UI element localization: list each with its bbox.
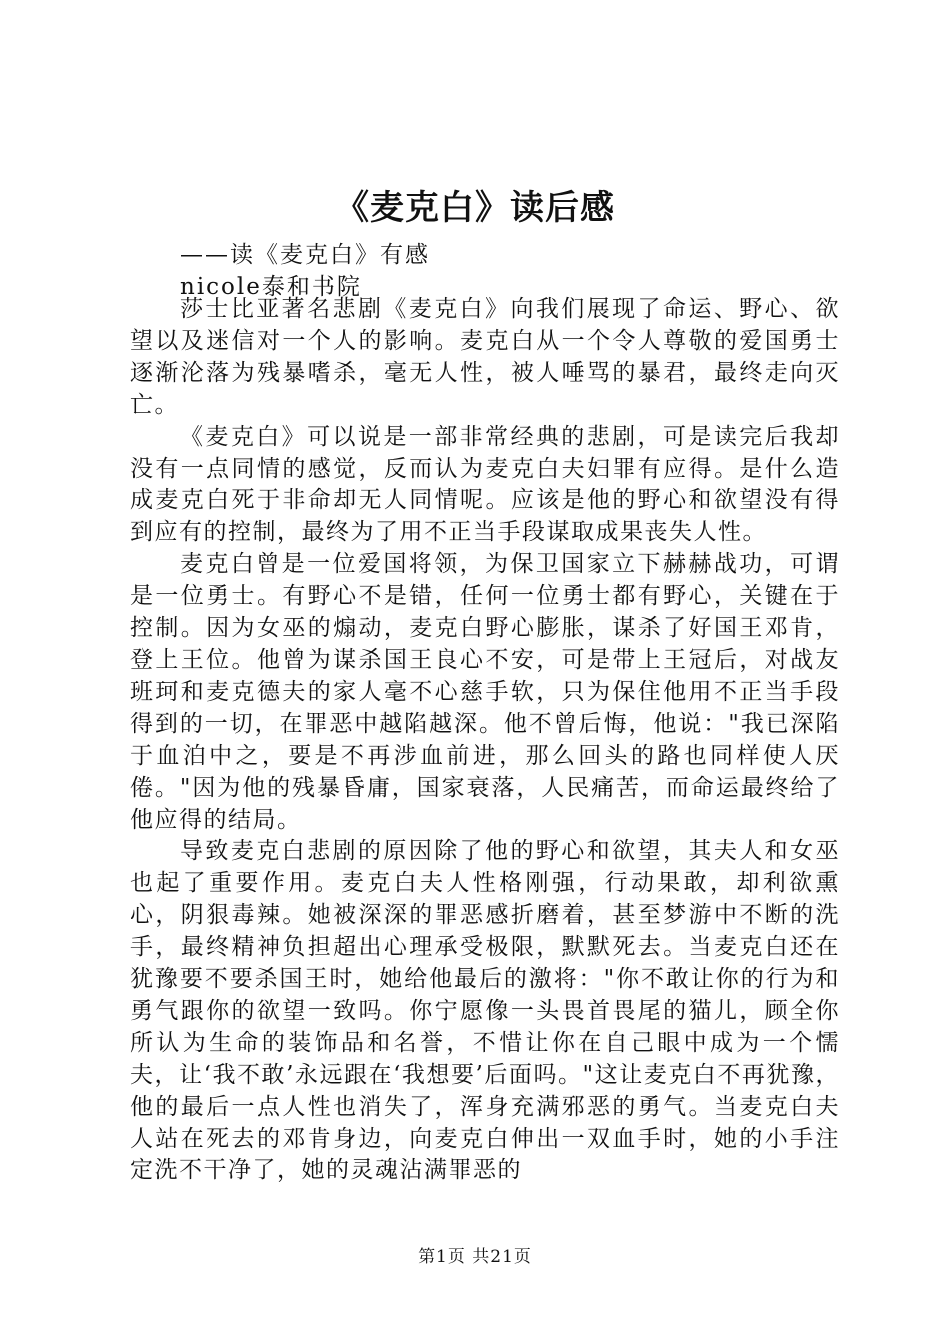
page-footer: 第1页 共21页 <box>418 1247 532 1267</box>
document-body <box>130 294 840 1187</box>
document-author: nicole泰和书院 <box>180 274 362 300</box>
body-paragraph: 麦克白曾是一位爱国将领，为保卫国家立下赫赫战功，可谓是一位勇士。有野心不是错，任何一位勇士都有野心，关键在于控制。因为女巫的煽动，麦克白野心膨胀，谋杀了好国王邓肯，登上王位。他曾为谋杀国王良心不安，可是带上王冠后，对战友班珂和麦克德夫的家人毫不心慈手软，只为保住他用不正当手段得到的一切，在罪恶中越陷越深。他不曾后悔，他说："我已深陷于血泊中之，要是不再涉血前进，那么回头的路也同样使人厌倦。"因为他的残暴昏庸，国家衰落，人民痛苦，而命运最终给了他应得的结局。 <box>130 551 840 833</box>
body-paragraph: 莎士比亚著名悲剧《麦克白》向我们展现了命运、野心、欲望以及迷信对一个人的影响。麦克白从一个令人尊敬的爱国勇士逐渐沦落为残暴嗜杀，毫无人性，被人唾骂的暴君，最终走向灭亡。 <box>130 296 840 418</box>
document-subtitle: ——读《麦克白》有感 <box>180 242 430 268</box>
body-paragraph: 《麦克白》可以说是一部非常经典的悲剧，可是读完后我却没有一点同情的感觉，反而认为麦克白夫妇罪有应得。是什么造成麦克白死于非命却无人同情呢。应该是他的野心和欲望没有得到应有的控制，最终为了用不正当手段谋取成果丧失人性。 <box>130 423 840 546</box>
body-paragraph: 导致麦克白悲剧的原因除了他的野心和欲望，其夫人和女巫也起了重要作用。麦克白夫人性格刚强，行动果敢，却利欲熏心，阴狠毒辣。她被深深的罪恶感折磨着，甚至梦游中不断的洗手，最终精神负担超出心理承受极限，默默死去。当麦克白还在犹豫要不要杀国王时，她给他最后的激将："你不敢让你的行为和勇气跟你的欲望一致吗。你宁愿像一头畏首畏尾的猫儿，顾全你所认为生命的装饰品和名誉，不惜让你在自己眼中成为一个懦夫，让‘我不敢’永远跟在‘我想要’后面吗。"这让麦克白不再犹豫，他的最后一点人性也消失了，浑身充满邪恶的勇气。当麦克白夫人站在死去的邓肯身边，向麦克白伸出一双血手时，她的小手注定洗不干净了，她的灵魂沾满罪恶的 <box>130 838 840 1184</box>
document-title: 《麦克白》读后感 <box>335 188 615 228</box>
